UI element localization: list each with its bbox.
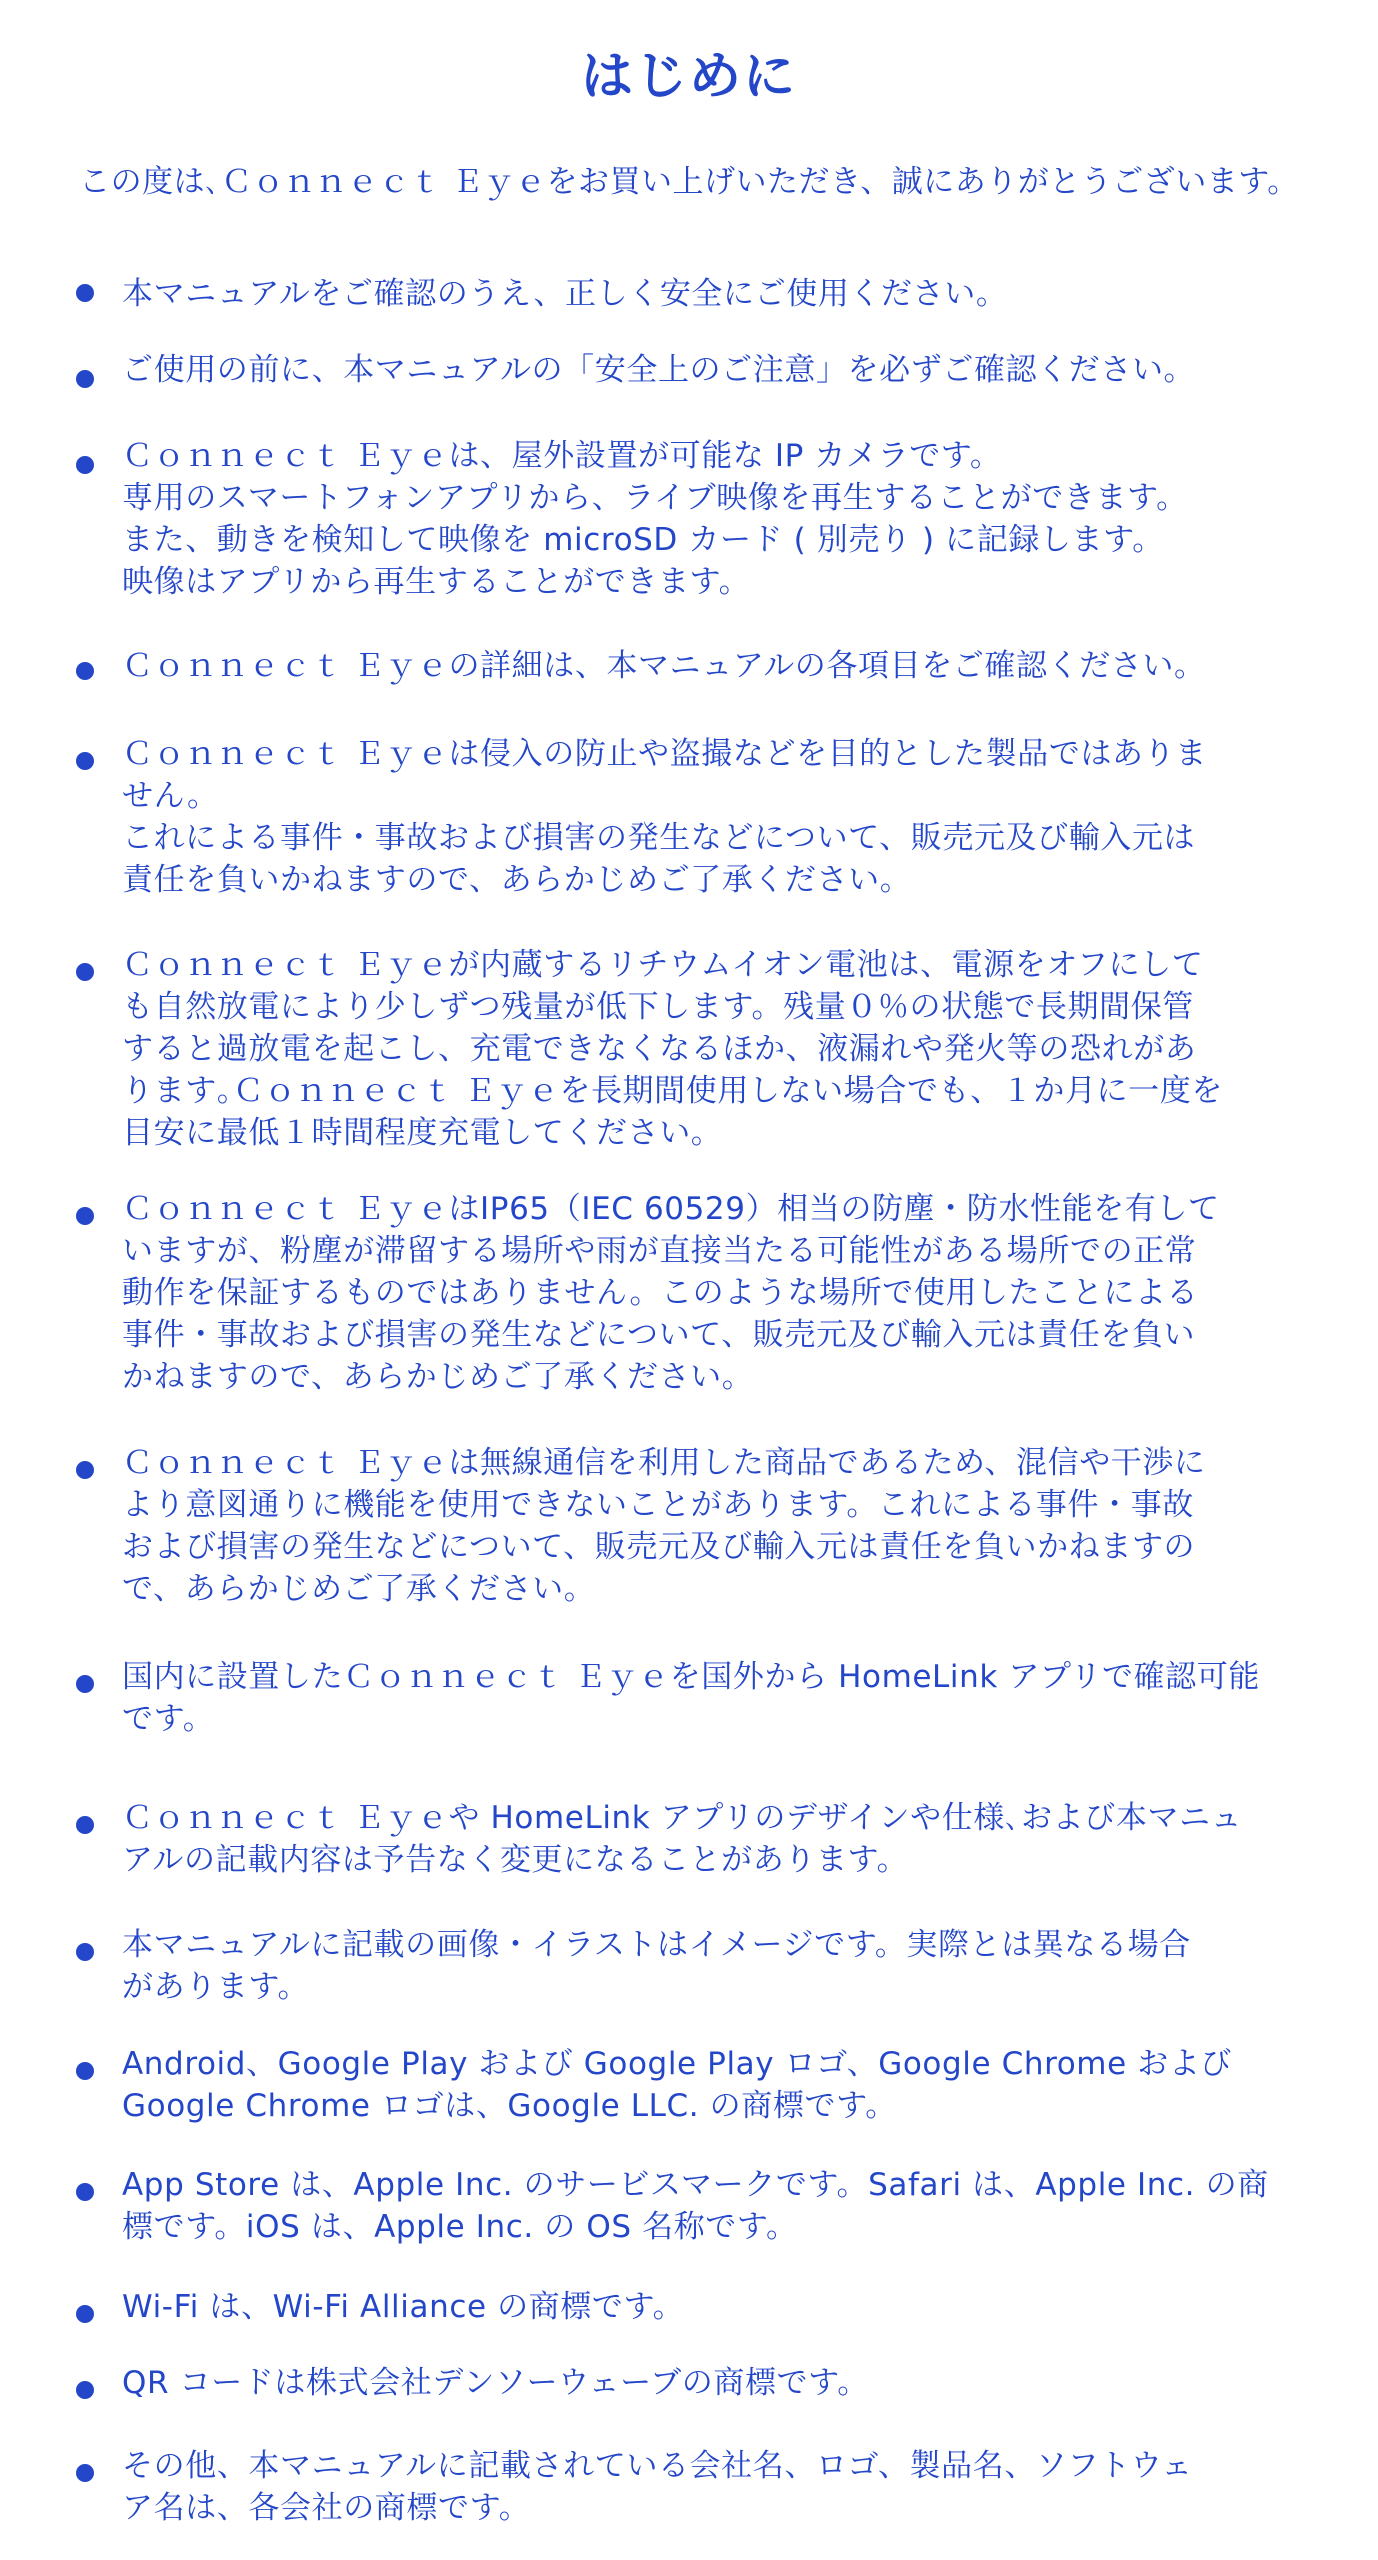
bullet-icon <box>76 2305 94 2323</box>
bullet-icon <box>76 1816 94 1834</box>
bullet-icon <box>76 456 94 474</box>
bullet-icon <box>76 2464 94 2482</box>
bullet-icon <box>76 2381 94 2399</box>
bullet-icon <box>76 2062 94 2080</box>
bullet-icon <box>76 1461 94 1479</box>
bullet-icon <box>76 370 94 388</box>
bullet-icon <box>76 1207 94 1225</box>
page-title: はじめに <box>580 47 797 107</box>
bullet-icon <box>76 1675 94 1693</box>
bullet-icon <box>76 662 94 680</box>
bullet-icon <box>76 284 94 302</box>
bullet-icon <box>76 2183 94 2201</box>
bullet-icon <box>76 963 94 981</box>
bullet-icon <box>76 1943 94 1961</box>
intro-text: この度は､Ｃｏｎｎｅｃｔ Ｅｙｅをお買い上げいただき、誠にありがとうございます。 <box>79 164 1299 200</box>
bullet-icon <box>76 752 94 770</box>
